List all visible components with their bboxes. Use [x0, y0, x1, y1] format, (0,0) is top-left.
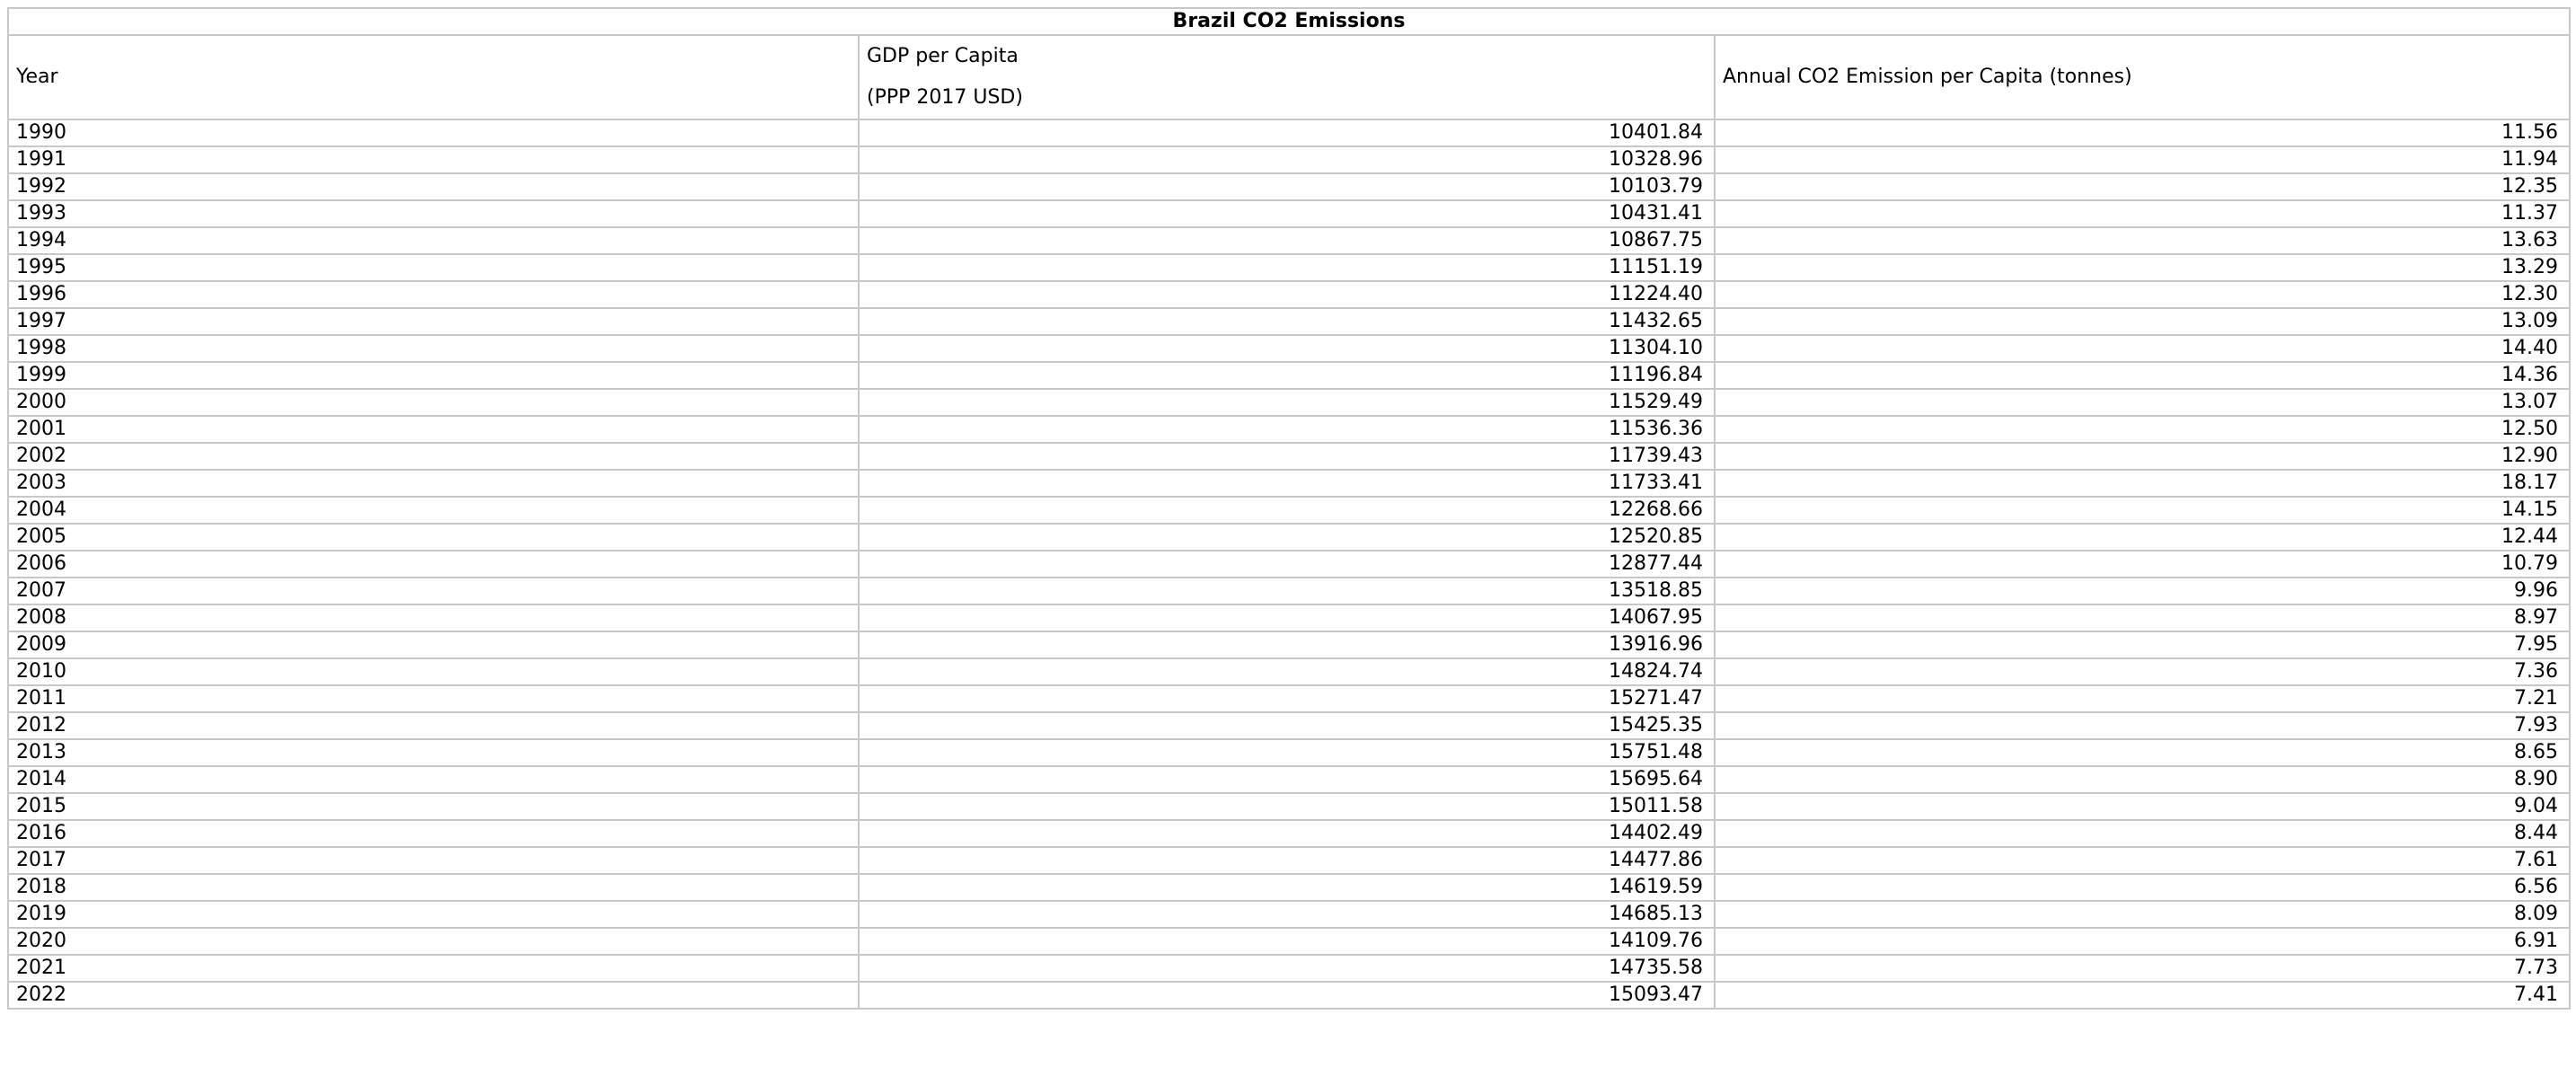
- table-row: [8, 551, 2570, 578]
- cell-gdp[interactable]: 10328.96: [859, 146, 1715, 173]
- header-row: [8, 35, 2570, 119]
- cell-co2[interactable]: 10.79: [1715, 551, 2570, 578]
- cell-gdp[interactable]: 14685.13: [859, 901, 1715, 928]
- cell-co2[interactable]: 7.95: [1715, 631, 2570, 658]
- table-row: [8, 173, 2570, 200]
- cell-co2[interactable]: 8.09: [1715, 901, 2570, 928]
- cell-year[interactable]: 2012: [8, 712, 859, 739]
- table-row: [8, 955, 2570, 982]
- cell-gdp[interactable]: 11304.10: [859, 335, 1715, 362]
- cell-co2[interactable]: 11.37: [1715, 200, 2570, 227]
- cell-year[interactable]: 1992: [8, 173, 859, 200]
- cell-gdp[interactable]: 13916.96: [859, 631, 1715, 658]
- cell-gdp[interactable]: 15425.35: [859, 712, 1715, 739]
- table-row: [8, 497, 2570, 524]
- cell-co2[interactable]: 7.61: [1715, 847, 2570, 874]
- cell-year[interactable]: 1995: [8, 254, 859, 281]
- cell-co2[interactable]: 8.90: [1715, 766, 2570, 793]
- cell-gdp[interactable]: 12520.85: [859, 524, 1715, 551]
- cell-co2[interactable]: 12.35: [1715, 173, 2570, 200]
- cell-year[interactable]: 2004: [8, 497, 859, 524]
- table-row: [8, 928, 2570, 955]
- cell-gdp[interactable]: 11529.49: [859, 389, 1715, 416]
- table-row: [8, 578, 2570, 604]
- table-row: [8, 820, 2570, 847]
- cell-co2[interactable]: 14.15: [1715, 497, 2570, 524]
- cell-year[interactable]: 1998: [8, 335, 859, 362]
- cell-gdp[interactable]: 14824.74: [859, 658, 1715, 685]
- cell-year[interactable]: 2007: [8, 578, 859, 604]
- cell-co2[interactable]: 7.21: [1715, 685, 2570, 712]
- cell-co2[interactable]: 11.94: [1715, 146, 2570, 173]
- cell-gdp[interactable]: 15011.58: [859, 793, 1715, 820]
- cell-co2[interactable]: 8.65: [1715, 739, 2570, 766]
- cell-co2[interactable]: 13.09: [1715, 308, 2570, 335]
- cell-gdp[interactable]: 11432.65: [859, 308, 1715, 335]
- header-gdp-line1: GDP per Capita: [867, 45, 1019, 67]
- cell-co2[interactable]: 18.17: [1715, 470, 2570, 497]
- cell-gdp[interactable]: 15271.47: [859, 685, 1715, 712]
- cell-co2[interactable]: 12.30: [1715, 281, 2570, 308]
- table-row: [8, 308, 2570, 335]
- table-row: [8, 524, 2570, 551]
- cell-gdp[interactable]: 11536.36: [859, 416, 1715, 443]
- cell-year[interactable]: 2015: [8, 793, 859, 820]
- cell-gdp[interactable]: 11739.43: [859, 443, 1715, 470]
- table-title[interactable]: Brazil CO2 Emissions: [8, 8, 2570, 35]
- header-gdp[interactable]: [859, 35, 1715, 119]
- cell-year[interactable]: 2002: [8, 443, 859, 470]
- cell-year[interactable]: 1991: [8, 146, 859, 173]
- table-row: [8, 443, 2570, 470]
- cell-year[interactable]: 2008: [8, 604, 859, 631]
- cell-year[interactable]: 2019: [8, 901, 859, 928]
- table-row: [8, 793, 2570, 820]
- cell-year[interactable]: 1999: [8, 362, 859, 389]
- table-row: [8, 901, 2570, 928]
- cell-year[interactable]: 2009: [8, 631, 859, 658]
- cell-year[interactable]: 2016: [8, 820, 859, 847]
- cell-co2[interactable]: 11.56: [1715, 119, 2570, 146]
- table-row: [8, 766, 2570, 793]
- cell-gdp[interactable]: 10867.75: [859, 227, 1715, 254]
- cell-co2[interactable]: 12.90: [1715, 443, 2570, 470]
- cell-co2[interactable]: 9.96: [1715, 578, 2570, 604]
- header-co2[interactable]: Annual CO2 Emission per Capita (tonnes): [1715, 35, 2570, 119]
- cell-gdp[interactable]: 14402.49: [859, 820, 1715, 847]
- cell-co2[interactable]: 13.07: [1715, 389, 2570, 416]
- table-row: [8, 712, 2570, 739]
- table-row: [8, 982, 2570, 1009]
- cell-co2[interactable]: 13.29: [1715, 254, 2570, 281]
- cell-year[interactable]: 2020: [8, 928, 859, 955]
- table-row: [8, 281, 2570, 308]
- table-row: [8, 362, 2570, 389]
- cell-co2[interactable]: 7.36: [1715, 658, 2570, 685]
- table-row: [8, 631, 2570, 658]
- table-row: [8, 416, 2570, 443]
- cell-gdp[interactable]: 11151.19: [859, 254, 1715, 281]
- cell-co2[interactable]: 7.41: [1715, 982, 2570, 1009]
- cell-year[interactable]: 2010: [8, 658, 859, 685]
- cell-co2[interactable]: 6.91: [1715, 928, 2570, 955]
- table-body: [8, 119, 2570, 1009]
- cell-year[interactable]: 1993: [8, 200, 859, 227]
- cell-year[interactable]: 1996: [8, 281, 859, 308]
- cell-co2[interactable]: 8.44: [1715, 820, 2570, 847]
- cell-year[interactable]: 2000: [8, 389, 859, 416]
- cell-gdp[interactable]: 14109.76: [859, 928, 1715, 955]
- cell-gdp[interactable]: 13518.85: [859, 578, 1715, 604]
- cell-gdp[interactable]: 12268.66: [859, 497, 1715, 524]
- cell-gdp[interactable]: 14067.95: [859, 604, 1715, 631]
- cell-gdp[interactable]: 10401.84: [859, 119, 1715, 146]
- cell-year[interactable]: 2021: [8, 955, 859, 982]
- cell-gdp[interactable]: 14619.59: [859, 874, 1715, 901]
- cell-year[interactable]: 2005: [8, 524, 859, 551]
- cell-gdp[interactable]: 14735.58: [859, 955, 1715, 982]
- cell-co2[interactable]: 7.93: [1715, 712, 2570, 739]
- cell-year[interactable]: 2018: [8, 874, 859, 901]
- data-table: [7, 7, 2571, 1010]
- cell-year[interactable]: 2014: [8, 766, 859, 793]
- header-gdp-line2: (PPP 2017 USD): [867, 86, 1023, 109]
- cell-gdp[interactable]: 14477.86: [859, 847, 1715, 874]
- cell-year[interactable]: 2013: [8, 739, 859, 766]
- cell-gdp[interactable]: 10431.41: [859, 200, 1715, 227]
- cell-gdp[interactable]: 12877.44: [859, 551, 1715, 578]
- cell-co2[interactable]: 12.50: [1715, 416, 2570, 443]
- cell-gdp[interactable]: 15695.64: [859, 766, 1715, 793]
- table-row: [8, 227, 2570, 254]
- table-row: [8, 874, 2570, 901]
- table-row: [8, 658, 2570, 685]
- cell-year[interactable]: 2001: [8, 416, 859, 443]
- cell-year[interactable]: 1997: [8, 308, 859, 335]
- cell-gdp[interactable]: 11196.84: [859, 362, 1715, 389]
- cell-co2[interactable]: 6.56: [1715, 874, 2570, 901]
- cell-co2[interactable]: 14.40: [1715, 335, 2570, 362]
- cell-gdp[interactable]: 15093.47: [859, 982, 1715, 1009]
- table-row: [8, 389, 2570, 416]
- table-row: [8, 200, 2570, 227]
- table-row: [8, 254, 2570, 281]
- header-year[interactable]: Year: [8, 35, 859, 119]
- table-row: [8, 119, 2570, 146]
- cell-year[interactable]: 2006: [8, 551, 859, 578]
- cell-year[interactable]: 1990: [8, 119, 859, 146]
- table-row: [8, 335, 2570, 362]
- cell-co2[interactable]: 8.97: [1715, 604, 2570, 631]
- cell-gdp[interactable]: 11733.41: [859, 470, 1715, 497]
- table-row: [8, 685, 2570, 712]
- table-row: [8, 847, 2570, 874]
- cell-year[interactable]: 2017: [8, 847, 859, 874]
- table-row: [8, 470, 2570, 497]
- table-row: [8, 146, 2570, 173]
- cell-gdp[interactable]: 11224.40: [859, 281, 1715, 308]
- cell-co2[interactable]: 14.36: [1715, 362, 2570, 389]
- cell-co2[interactable]: 12.44: [1715, 524, 2570, 551]
- table-row: [8, 604, 2570, 631]
- cell-year[interactable]: 2011: [8, 685, 859, 712]
- cell-co2[interactable]: 7.73: [1715, 955, 2570, 982]
- title-row: [8, 8, 2570, 35]
- cell-year[interactable]: 2022: [8, 982, 859, 1009]
- cell-year[interactable]: 1994: [8, 227, 859, 254]
- cell-year[interactable]: 2003: [8, 470, 859, 497]
- spreadsheet-view: [7, 7, 2569, 1010]
- cell-gdp[interactable]: 10103.79: [859, 173, 1715, 200]
- cell-gdp[interactable]: 15751.48: [859, 739, 1715, 766]
- cell-co2[interactable]: 13.63: [1715, 227, 2570, 254]
- cell-co2[interactable]: 9.04: [1715, 793, 2570, 820]
- table-row: [8, 739, 2570, 766]
